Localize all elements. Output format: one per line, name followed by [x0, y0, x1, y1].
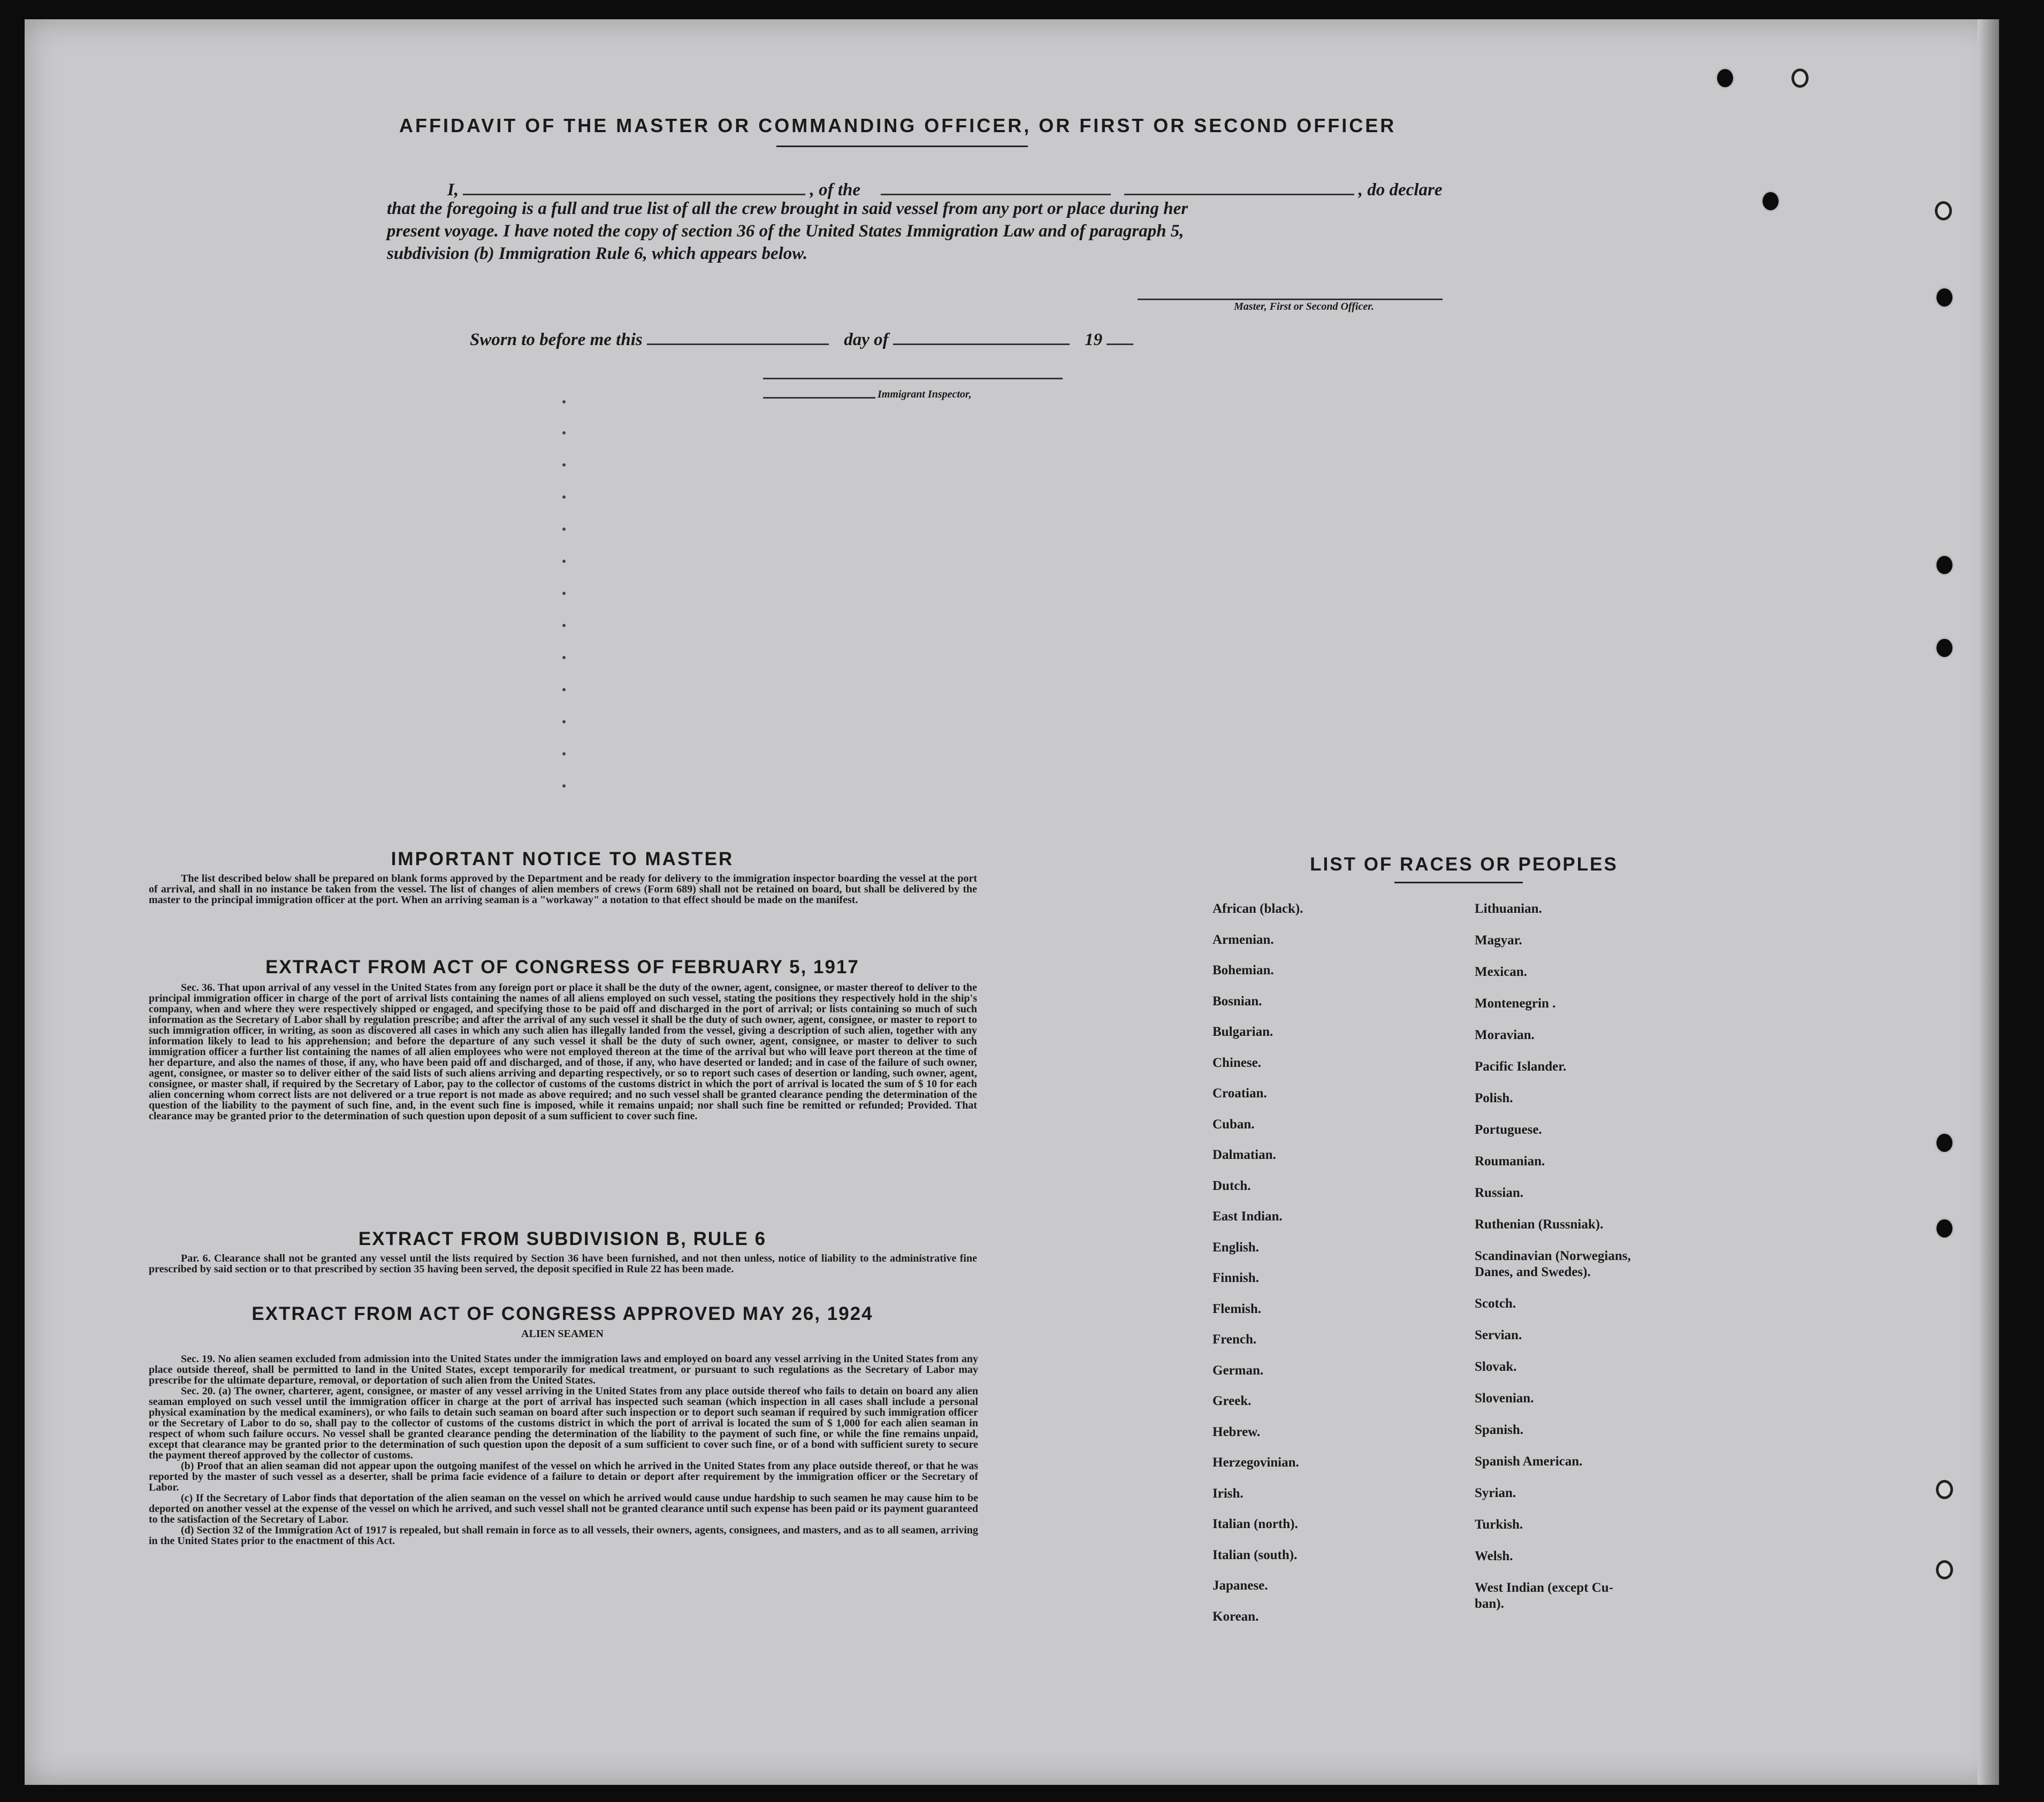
notice-paragraph: The list described below shall be prepared on blank forms approved by the Department and be ready for delivery to the immigration inspector boarding the vessel at the port of arrival, and shall in no instance be taken from the vessel. The list of changes of alien members of crews (Form 689) shall not be retained on board, but shall be delivered by the master to the principal immigration officer at the port. When an arriving seaman is a "workaway" a notation to that effect should be made on the manifest. [149, 873, 977, 906]
declaration-declare: , do declare [1358, 180, 1443, 200]
race-item: Slovenian. [1475, 1391, 1534, 1406]
race-item: Hebrew. [1212, 1424, 1261, 1439]
guide-dot [562, 560, 566, 563]
race-item: Portuguese. [1475, 1123, 1542, 1137]
race-item: Mexican. [1475, 965, 1527, 979]
races-title-rule [1394, 882, 1523, 883]
vessel-name-field-2[interactable] [1124, 175, 1354, 195]
race-item: Bulgarian. [1212, 1025, 1273, 1039]
extract-1924-subtitle: ALIEN SEAMEN [521, 1328, 604, 1340]
sec-20b-paragraph: (b) Proof that an alien seaman did not appear upon the outgoing manifest of the vessel on which he arrived in the United States from any place outside thereof, or that he was reported by the master of such vessel as a deserter, shall be prima facie evidence of a failure to detain or deport after requirement by the immigration officer or the Secretary of Labor. [149, 1460, 978, 1493]
sworn-day-field[interactable] [647, 325, 829, 345]
guide-dot [562, 752, 566, 755]
race-item: Ruthenian (Russniak). [1475, 1217, 1604, 1232]
race-item: Greek. [1212, 1394, 1252, 1408]
guide-dot [562, 528, 566, 531]
race-item: English. [1212, 1240, 1259, 1255]
race-item: Scotch. [1475, 1296, 1516, 1311]
race-item: Servian. [1475, 1328, 1522, 1342]
vessel-name-field[interactable] [881, 175, 1111, 195]
race-item: Slovak. [1475, 1360, 1517, 1374]
rule-6-paragraph: Par. 6. Clearance shall not be granted any vessel until the lists required by Section 36 have been furnished, and not then unless, notice of liability to the administrative fine prescribed by said section or to that prescribed by section 35 having been served, the deposit specified in Rule 22 has been made. [149, 1253, 977, 1275]
page-edge [1978, 19, 1999, 1785]
race-item: Chinese. [1212, 1055, 1261, 1070]
declaration-line-2: that the foregoing is a full and true list of all the crew brought in said vessel from any port or place during her [387, 199, 1188, 218]
binder-hole [1936, 1480, 1953, 1499]
inspector-line-2[interactable] [763, 397, 875, 399]
race-item: Pacific Islander. [1475, 1059, 1567, 1074]
race-item: German. [1212, 1363, 1264, 1378]
sec-20a-paragraph: Sec. 20. (a) The owner, charterer, agent, consignee, or master of any vessel arriving in the United States from any place outside thereof who fails to detain on board any alien seaman employed on such vessel until the immigration officer in charge at the port of arrival has inspected such seaman (which inspection in all cases shall include a personal physical examination by the medical examiners), or who fails to detain such seaman on board after such inspection or to deport such seaman if required by such immigration officer or the Secretary of Labor to do so, shall pay to the collector of customs of the customs district in which the port of arrival is located the sum of $ 1,000 for each alien seaman in respect of whom such failure occurs. No vessel shall be granted clearance pending the determination of the liability to the payment of such fine, or while the fine remains unpaid, except that clearance may be granted prior to the determination of such question upon the deposit of a sum sufficient to cover such fine, or of a bond with sufficient surety to secure the payment thereof approved by the collector of customs. [149, 1385, 978, 1461]
guide-dot [562, 495, 566, 499]
sworn-line [470, 325, 1133, 350]
signature-line[interactable] [1138, 299, 1443, 300]
sworn-month-field[interactable] [893, 325, 1070, 345]
guide-dot [562, 656, 566, 659]
guide-dot [562, 463, 566, 467]
race-item: Spanish. [1475, 1423, 1524, 1437]
race-item: Lithuanian. [1475, 902, 1542, 916]
binder-hole [1935, 637, 1954, 659]
notice-body [149, 873, 977, 905]
race-item: Armenian. [1212, 932, 1274, 947]
race-item: Syrian. [1475, 1486, 1516, 1500]
guide-dot [562, 784, 566, 788]
race-item: Magyar. [1475, 933, 1522, 948]
declaration-of-the: , of the [810, 180, 861, 200]
race-item: Italian (north). [1212, 1517, 1298, 1531]
race-item: Croatian. [1212, 1086, 1267, 1101]
binder-hole [1935, 554, 1954, 576]
binder-hole [1935, 1132, 1954, 1154]
race-item: Moravian. [1475, 1028, 1535, 1042]
race-item: African (black). [1212, 902, 1303, 916]
affidavit-title: AFFIDAVIT OF THE MASTER OR COMMANDING OFFICER, OR FIRST OR SECOND OFFICER [399, 114, 1397, 136]
declaration-line-4: subdivision (b) Immigration Rule 6, which appears below. [387, 244, 808, 263]
sworn-year-field[interactable] [1107, 325, 1133, 345]
race-item: Russian. [1475, 1186, 1524, 1200]
binder-hole [1935, 287, 1954, 308]
race-item: East Indian. [1212, 1209, 1283, 1224]
binder-hole [1791, 68, 1809, 88]
extract-1917-body [149, 982, 977, 1121]
sworn-prefix: Sworn to before me this [470, 330, 643, 349]
race-item: French. [1212, 1332, 1257, 1347]
guide-dot [562, 400, 566, 403]
signature-caption: Master, First or Second Officer. [1234, 301, 1374, 312]
race-item: Italian (south). [1212, 1547, 1298, 1562]
guide-dot [562, 592, 566, 595]
race-item: Polish. [1475, 1091, 1513, 1105]
races-title: LIST OF RACES OR PEOPLES [1310, 854, 1618, 875]
inspector-line-1[interactable] [763, 378, 1063, 379]
race-item: Herzegovinian. [1212, 1455, 1299, 1470]
guide-dot [562, 720, 566, 723]
binder-hole [1936, 1560, 1953, 1579]
declaration-line-3: present voyage. I have noted the copy of section 36 of the United States Immigration Law and of paragraph 5, [387, 222, 1184, 241]
extract-1917-title: EXTRACT FROM ACT OF CONGRESS OF FEBRUARY 5, 1917 [265, 957, 859, 978]
extract-rule6-title: EXTRACT FROM SUBDIVISION B, RULE 6 [358, 1228, 767, 1249]
sworn-day-of: day of [844, 330, 889, 349]
sworn-year: 19 [1085, 330, 1103, 349]
guide-dot [562, 431, 566, 434]
sec-20d-paragraph: (d) Section 32 of the Immigration Act of 1917 is repealed, but shall remain in force as to all vessels, their owners, agents, consignees, and masters, and as to all seamen, arriving in the United States prior to the enactment of this Act. [149, 1524, 978, 1547]
binder-hole [1935, 1218, 1954, 1239]
guide-dot [562, 688, 566, 691]
inspector-caption: Immigrant Inspector, [878, 388, 972, 400]
extract-1924-title: EXTRACT FROM ACT OF CONGRESS APPROVED MAY 26, 1924 [251, 1303, 873, 1324]
declaration-line-1 [447, 175, 1464, 200]
race-item: Roumanian. [1475, 1154, 1545, 1169]
race-item: Turkish. [1475, 1517, 1523, 1532]
race-item: Korean. [1212, 1609, 1259, 1624]
notice-title: IMPORTANT NOTICE TO MASTER [391, 849, 734, 869]
race-item: Welsh. [1475, 1549, 1513, 1563]
declarant-name-field[interactable] [463, 175, 805, 195]
race-item: Dutch. [1212, 1178, 1251, 1193]
sec-19-paragraph: Sec. 19. No alien seamen excluded from admission into the United States under the immigration laws and employed on board any vessel arriving in the United States from any place outside thereof, shall be permitted to land in the United States, except temporarily for medical treatment, or pursuant to such regulations as the Secretary of Labor may prescribe for the ultimate departure, removal, or deportation of such alien from the United States. [149, 1353, 978, 1386]
race-item: Dalmatian. [1212, 1148, 1276, 1162]
race-item: Bohemian. [1212, 963, 1274, 978]
race-item: Finnish. [1212, 1271, 1259, 1285]
race-item: Bosnian. [1212, 994, 1262, 1009]
race-item: Scandinavian (Norwegians, Danes, and Swedes). [1475, 1249, 1631, 1279]
race-item: Montenegrin . [1475, 996, 1556, 1011]
binder-hole [1761, 190, 1780, 212]
extract-1924-body [149, 1354, 978, 1546]
section-36-paragraph: Sec. 36. That upon arrival of any vessel in the United States from any foreign port or place it shall be the duty of the owner, agent, consignee, or master thereof to deliver to the principal immigration officer in charge of the port of arrival lists containing the names of all aliens employed on such vessel, stating the positions they respectively hold in the ship's company, when and where they were respectively shipped or engaged, and specifying those to be paid off and discharged in the port of arrival; or lists containing so much of such information as the Secretary of Labor shall by regulation prescribe; and after the arrival of any such vessel it shall be the duty of such owner, agent, consignee, or master to report to such immigration officer, in writing, as soon as discovered all cases in which any such alien has illegally landed from the vessel, giving a description of such alien, together with any information likely to lead to his apprehension; and before the departure of any such vessel it shall be the duty of such owner, agent, consignee, or master to deliver to such immigration officer a further list containing the names of all alien employees who were not employed thereon at the time of the arrival but who will leave port thereon at the time of her departure, and also the names of those, if any, who have been paid off and discharged, and of those, if any, who have deserted or landed; and in case of the failure of such owner, agent, consignee, or master so to deliver either of the said lists of such aliens arriving and departing respectively, or so to report such cases of desertion or landing, such owner, agent, consignee, or master shall, if required by the Secretary of Labor, pay to the collector of customs of the customs district in which the port of arrival is located the sum of $ 10 for each alien concerning whom correct lists are not delivered or a true report is not made as above required; and no such vessel shall be granted clearance pending the determination of the question of the liability to the payment of such fine, and, in the event such fine is imposed, while it remains unpaid; nor shall such fine be remitted or refunded; Provided. That clearance may be granted prior to the determination of such question upon deposit of a sum sufficient to cover such fine. [149, 982, 977, 1122]
declaration-i: I, [447, 180, 459, 200]
race-item: Japanese. [1212, 1578, 1268, 1593]
sec-20c-paragraph: (c) If the Secretary of Labor finds that deportation of the alien seaman on the vessel on which he arrived would cause undue hardship to such seamen he may cause him to be deported on another vessel at the expense of the vessel on which he arrived, and such vessel shall not be granted clearance until such expense has been paid or its payment guaranteed to the satisfaction of the Secretary of Labor. [149, 1492, 978, 1525]
binder-hole [1715, 67, 1735, 89]
race-item: Irish. [1212, 1486, 1244, 1501]
guide-dot [562, 624, 566, 627]
race-item: Flemish. [1212, 1301, 1261, 1316]
extract-rule6-body [149, 1253, 977, 1274]
race-item: West Indian (except Cu- ban). [1475, 1580, 1614, 1611]
document-page [25, 19, 1999, 1785]
race-item: Cuban. [1212, 1117, 1255, 1132]
affidavit-title-rule [776, 146, 1028, 147]
binder-hole [1935, 201, 1952, 220]
race-item: Spanish American. [1475, 1454, 1583, 1469]
